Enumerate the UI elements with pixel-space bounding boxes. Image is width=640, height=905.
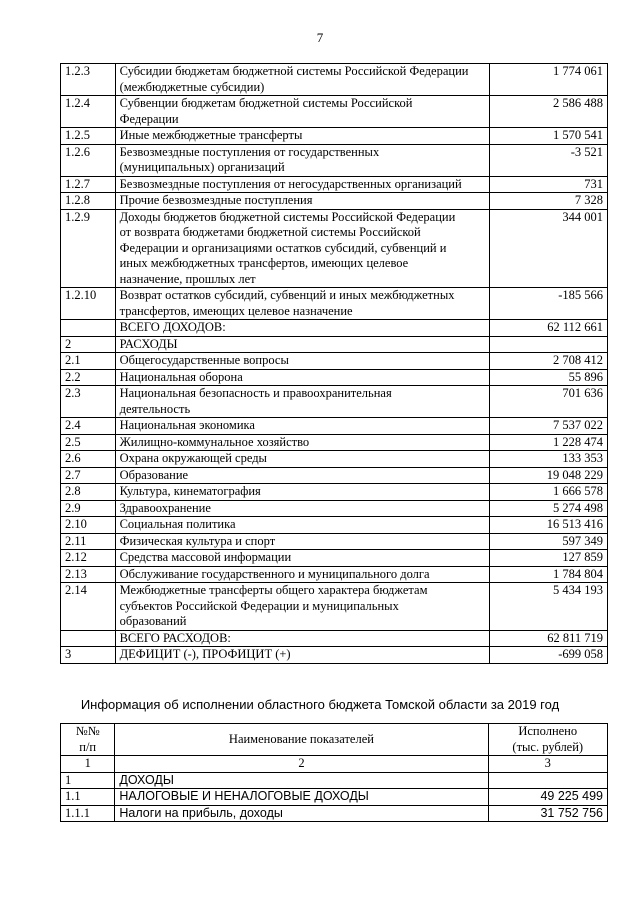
table-row	[61, 353, 608, 370]
table-row	[61, 386, 608, 418]
row-value: 1 784 804	[489, 566, 608, 583]
row-name-line: Общегосударственные вопросы	[119, 353, 289, 367]
row-value: 133 353	[489, 451, 608, 468]
row-name-line: Социальная политика	[119, 517, 236, 531]
row-name-line: Субсидии бюджетам бюджетной системы Российской Федерации	[119, 64, 469, 78]
row-name	[115, 583, 489, 631]
row-name: НАЛОГОВЫЕ И НЕНАЛОГОВЫЕ ДОХОДЫ	[115, 789, 488, 806]
row-name-line: РАСХОДЫ	[119, 336, 178, 351]
row-name-line: от возврата бюджетами бюджетной системы Российской	[119, 225, 421, 239]
row-code: 1.2.8	[61, 193, 116, 210]
table-row	[61, 288, 608, 320]
row-value: 62 811 719	[489, 630, 608, 647]
table-row	[61, 193, 608, 210]
header-value-line1: Исполнено	[518, 724, 578, 738]
row-name	[115, 369, 489, 386]
header-number-line1: №№	[75, 724, 100, 738]
table-row	[61, 550, 608, 567]
row-name-line: Национальная оборона	[119, 369, 243, 384]
table-row	[61, 434, 608, 451]
row-name	[115, 386, 489, 418]
row-code: 2.4	[61, 418, 116, 435]
table-row	[61, 533, 608, 550]
row-value	[488, 772, 608, 789]
row-name	[115, 288, 489, 320]
row-name	[115, 550, 489, 567]
row-code: 2.6	[61, 451, 116, 468]
row-value: 2 586 488	[489, 96, 608, 128]
row-name-line: ВСЕГО ДОХОДОВ:	[119, 320, 226, 334]
row-code: 2.2	[61, 369, 116, 386]
row-name-line: Безвозмездные поступления от государственных	[119, 144, 380, 159]
budget-table-continued	[60, 63, 608, 664]
row-name-line: назначение, прошлых лет	[119, 271, 256, 286]
row-name-line: Доходы бюджетов бюджетной системы Российской Федерации	[119, 209, 456, 224]
row-name-line: Обслуживание государственного и муниципального долга	[119, 566, 430, 581]
table-row	[61, 128, 608, 145]
row-name-line: Образование	[119, 467, 189, 482]
row-name-line: (муниципальных) организаций	[119, 160, 285, 174]
row-code: 1.1	[61, 789, 115, 806]
table-row	[61, 772, 608, 789]
row-name	[115, 533, 489, 550]
row-value: 19 048 229	[489, 467, 608, 484]
row-name-line: иных межбюджетных трансфертов, имеющих целевое	[119, 256, 409, 270]
row-name	[115, 336, 489, 353]
row-value: 1 228 474	[489, 434, 608, 451]
row-value: 127 859	[489, 550, 608, 567]
table-row	[61, 630, 608, 647]
row-name	[115, 144, 489, 176]
row-name-line: (межбюджетные субсидии)	[119, 79, 265, 94]
header-value-column	[488, 724, 608, 756]
budget-execution-table	[60, 723, 608, 822]
row-name-line: Национальная экономика	[119, 418, 255, 432]
row-name-line: Физическая культура и спорт	[119, 533, 276, 548]
table-row	[61, 517, 608, 534]
table-row	[61, 320, 608, 337]
table-row	[61, 805, 608, 822]
row-value: 55 896	[489, 369, 608, 386]
column-number: 1	[61, 756, 115, 773]
row-code: 1.2.3	[61, 64, 116, 96]
table-row	[61, 467, 608, 484]
row-code: 2.13	[61, 566, 116, 583]
row-value: 597 349	[489, 533, 608, 550]
table-row	[61, 500, 608, 517]
table-row	[61, 369, 608, 386]
table-row	[61, 209, 608, 288]
row-value: 7 328	[489, 193, 608, 210]
row-name: Налоги на прибыль, доходы	[115, 805, 488, 822]
row-name	[115, 467, 489, 484]
row-code: 2.7	[61, 467, 116, 484]
row-name	[115, 484, 489, 501]
row-name	[115, 193, 489, 210]
row-name	[115, 451, 489, 468]
row-name-line: Прочие безвозмездные поступления	[119, 193, 313, 207]
page-number: 7	[316, 30, 324, 45]
row-value	[489, 336, 608, 353]
row-value: 731	[489, 176, 608, 193]
row-name	[115, 500, 489, 517]
row-code: 2.1	[61, 353, 116, 370]
row-name-line: субъектов Российской Федерации и муниципальных	[119, 598, 399, 613]
row-name	[115, 209, 489, 288]
table-row	[61, 583, 608, 631]
row-value: 701 636	[489, 386, 608, 418]
row-name-line: Средства массовой информации	[119, 550, 292, 564]
row-name-line: Иные межбюджетные трансферты	[119, 128, 303, 142]
row-code: 2.9	[61, 500, 116, 517]
row-name-line: трансфертов, имеющих целевое назначение	[119, 303, 353, 318]
row-name	[115, 630, 489, 647]
row-code	[61, 320, 116, 337]
row-name	[115, 353, 489, 370]
row-name	[115, 176, 489, 193]
row-value: 1 774 061	[489, 64, 608, 96]
row-value: -699 058	[489, 647, 608, 664]
row-value: 344 001	[489, 209, 608, 288]
row-code: 2	[61, 336, 116, 353]
row-code: 1.2.5	[61, 128, 116, 145]
row-value: -185 566	[489, 288, 608, 320]
table-row	[61, 176, 608, 193]
row-code: 2.8	[61, 484, 116, 501]
row-value: 1 570 541	[489, 128, 608, 145]
row-name-line: деятельность	[119, 401, 191, 416]
row-value: 49 225 499	[488, 789, 608, 806]
row-value: 7 537 022	[489, 418, 608, 435]
row-value: 5 274 498	[489, 500, 608, 517]
row-code: 2.10	[61, 517, 116, 534]
row-value: 62 112 661	[489, 320, 608, 337]
row-code: 2.12	[61, 550, 116, 567]
row-value: -3 521	[489, 144, 608, 176]
row-value: 16 513 416	[489, 517, 608, 534]
row-code: 1.2.9	[61, 209, 116, 288]
row-name	[115, 320, 489, 337]
column-number: 2	[115, 756, 488, 773]
section-title: Информация об исполнении областного бюджета Томской области за 2019 год	[80, 697, 560, 712]
row-name-line: Безвозмездные поступления от негосударственных организаций	[119, 176, 462, 191]
row-code: 1.1.1	[61, 805, 115, 822]
column-number-row	[61, 756, 608, 773]
row-name-line: Национальная безопасность и правоохранительная	[119, 386, 392, 400]
row-value: 31 752 756	[488, 805, 608, 822]
table-row	[61, 451, 608, 468]
row-name: ДОХОДЫ	[115, 772, 488, 789]
header-name-column: Наименование показателей	[115, 724, 488, 756]
row-code: 1.2.4	[61, 96, 116, 128]
row-value: 1 666 578	[489, 484, 608, 501]
row-name-line: Охрана окружающей среды	[119, 451, 267, 465]
table-row	[61, 566, 608, 583]
row-name	[115, 566, 489, 583]
row-name-line: Федерации	[119, 111, 179, 126]
table-row	[61, 336, 608, 353]
row-name	[115, 128, 489, 145]
row-name	[115, 434, 489, 451]
row-name	[115, 647, 489, 664]
header-number-column	[61, 724, 115, 756]
table-row	[61, 144, 608, 176]
table-row	[61, 789, 608, 806]
column-number: 3	[488, 756, 608, 773]
row-code	[61, 630, 116, 647]
row-name	[115, 418, 489, 435]
table-row	[61, 418, 608, 435]
header-value-line2: (тыс. рублей)	[512, 739, 584, 754]
row-name-line: Субвенции бюджетам бюджетной системы Российской	[119, 96, 413, 110]
row-value: 2 708 412	[489, 353, 608, 370]
table-header-row	[61, 724, 608, 756]
row-name-line: Культура, кинематография	[119, 484, 261, 498]
table-row	[61, 647, 608, 664]
row-name-line: образований	[119, 614, 187, 628]
row-name-line: Жилищно-коммунальное хозяйство	[119, 434, 310, 449]
row-code: 2.11	[61, 533, 116, 550]
row-name-line: Федерации и организациями остатков субсидий, субвенций и	[119, 240, 447, 255]
row-name	[115, 517, 489, 534]
row-code: 1	[61, 772, 115, 789]
row-name-line: Межбюджетные трансферты общего характера бюджетам	[119, 583, 428, 597]
row-code: 1.2.6	[61, 144, 116, 176]
table-row	[61, 96, 608, 128]
header-number-line2: п/п	[79, 739, 97, 754]
row-code: 2.14	[61, 583, 116, 631]
row-name-line: Возврат остатков субсидий, субвенций и иных межбюджетных	[119, 288, 455, 302]
row-value: 5 434 193	[489, 583, 608, 631]
row-code: 2.5	[61, 434, 116, 451]
table-row	[61, 64, 608, 96]
row-name-line: Здравоохранение	[119, 500, 211, 515]
row-code: 1.2.10	[61, 288, 116, 320]
row-name-line: ДЕФИЦИТ (-), ПРОФИЦИТ (+)	[119, 647, 291, 661]
row-name-line: ВСЕГО РАСХОДОВ:	[119, 630, 231, 645]
row-name	[115, 96, 489, 128]
row-code: 3	[61, 647, 116, 664]
row-name	[115, 64, 489, 96]
row-code: 2.3	[61, 386, 116, 418]
table-row	[61, 484, 608, 501]
row-code: 1.2.7	[61, 176, 116, 193]
